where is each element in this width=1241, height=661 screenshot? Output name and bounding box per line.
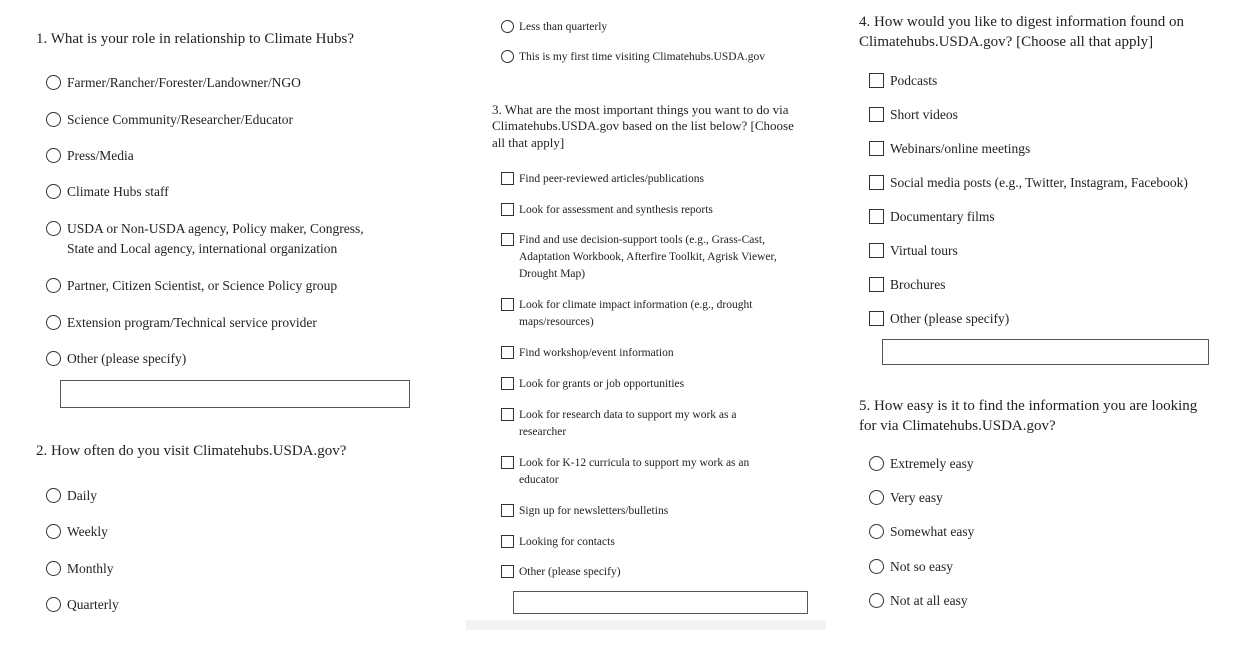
q3-option-other[interactable] [501,564,801,581]
q3-option-contacts[interactable] [501,534,801,551]
option-label: Virtual tours [890,243,958,258]
radio-button[interactable] [869,456,884,471]
option-label: This is my first time visiting Climatehubs.USDA.gov [519,51,765,63]
q2-option-first-time[interactable] [501,49,821,66]
option-label: Looking for contacts [519,536,615,548]
q5-option-not-so-easy[interactable] [869,557,1169,577]
question-1-title: 1. What is your role in relationship to Climate Hubs? [36,31,355,47]
option-label: Extension program/Technical service provider [67,315,317,330]
q1-option-staff[interactable] [46,182,376,202]
panel-edge [466,620,826,630]
radio-button[interactable] [46,75,61,90]
option-label: Podcasts [890,73,938,88]
q3-option-grants[interactable] [501,376,801,393]
option-label: Find peer-reviewed articles/publications [519,173,704,185]
q4-option-documentary[interactable] [869,207,1199,227]
radio-button[interactable] [46,351,61,366]
question-2-title: 2. How often do you visit Climatehubs.USDA.gov? [36,443,347,459]
option-label: Brochures [890,277,946,292]
option-label: Press/Media [67,148,134,163]
q1-option-agency[interactable] [46,219,376,259]
q2-option-monthly[interactable] [46,559,346,579]
q4-other-input[interactable] [882,339,1209,365]
radio-button[interactable] [46,561,61,576]
q4-option-virtual-tours[interactable] [869,241,1199,261]
q1-other-input[interactable] [60,380,410,408]
option-label: Not so easy [890,559,953,574]
checkbox[interactable] [501,346,514,359]
option-label: Climate Hubs staff [67,184,169,199]
radio-button[interactable] [869,490,884,505]
option-label: Look for assessment and synthesis reports [519,204,713,216]
checkbox[interactable] [869,209,884,224]
option-label: Look for K-12 curricula to support my work as an educator [519,457,750,486]
checkbox[interactable] [869,311,884,326]
radio-button[interactable] [501,50,514,63]
q4-option-podcasts[interactable] [869,71,1199,91]
q5-option-very-easy[interactable] [869,488,1169,508]
radio-button[interactable] [501,20,514,33]
q1-option-partner[interactable] [46,276,376,296]
option-label: Not at all easy [890,593,968,608]
q3-option-decision-tools[interactable] [501,232,781,283]
checkbox[interactable] [869,107,884,122]
q4-option-brochures[interactable] [869,275,1199,295]
q5-option-not-at-all-easy[interactable] [869,591,1169,611]
radio-button[interactable] [869,593,884,608]
q4-option-social-media[interactable] [869,173,1209,193]
checkbox[interactable] [869,73,884,88]
radio-button[interactable] [46,148,61,163]
checkbox[interactable] [501,377,514,390]
radio-button[interactable] [46,597,61,612]
checkbox[interactable] [501,298,514,311]
checkbox[interactable] [869,141,884,156]
q1-option-farmer[interactable] [46,73,376,93]
option-label: Extremely easy [890,456,974,471]
option-label: Look for climate impact information (e.g., drought maps/resources) [519,299,753,328]
option-label: Other (please specify) [519,566,621,578]
checkbox[interactable] [501,504,514,517]
q2-option-daily[interactable] [46,486,346,506]
q5-option-extremely-easy[interactable] [869,454,1169,474]
q4-option-webinars[interactable] [869,139,1199,159]
q1-option-extension[interactable] [46,313,376,333]
q4-option-short-videos[interactable] [869,105,1199,125]
question-5-title: 5. How easy is it to find the information you are looking for via Climatehubs.USDA.gov? [859,398,1198,434]
option-label: Sign up for newsletters/bulletins [519,505,669,517]
q3-option-k12[interactable] [501,455,761,489]
option-label: Documentary films [890,209,995,224]
question-3-title: 3. What are the most important things you want to do via Climatehubs.USDA.gov based on the list below? [Choose all that apply] [492,102,794,150]
option-label: Less than quarterly [519,21,608,33]
q2-option-quarterly[interactable] [46,595,346,615]
q3-option-workshop[interactable] [501,345,801,362]
q3-option-climate-impact[interactable] [501,297,761,331]
checkbox[interactable] [869,277,884,292]
radio-button[interactable] [869,559,884,574]
option-label: Quarterly [67,597,119,612]
q2-option-less-than-quarterly[interactable] [501,19,821,36]
option-label: Daily [67,488,97,503]
q1-option-science[interactable] [46,110,376,130]
q3-option-assessment[interactable] [501,202,801,219]
checkbox[interactable] [869,175,884,190]
option-label: Short videos [890,107,958,122]
radio-button[interactable] [46,112,61,127]
option-label: Find workshop/event information [519,347,674,359]
radio-button[interactable] [46,221,61,236]
radio-button[interactable] [46,315,61,330]
option-label: Science Community/Researcher/Educator [67,112,294,127]
checkbox[interactable] [501,408,514,421]
radio-button[interactable] [46,524,61,539]
q1-option-press[interactable] [46,146,376,166]
q3-other-input[interactable] [513,591,808,614]
option-label: Partner, Citizen Scientist, or Science Policy group [67,278,338,293]
q3-option-research-data[interactable] [501,407,751,441]
option-label: USDA or Non-USDA agency, Policy maker, Congress, State and Local agency, international organization [67,221,364,256]
checkbox[interactable] [501,565,514,578]
option-label: Other (please specify) [67,351,187,366]
checkbox[interactable] [869,243,884,258]
q2-option-weekly[interactable] [46,522,346,542]
radio-button[interactable] [46,488,61,503]
checkbox[interactable] [501,172,514,185]
radio-button[interactable] [46,184,61,199]
option-label: Farmer/Rancher/Forester/Landowner/NGO [67,75,301,90]
q3-option-peer-reviewed[interactable] [501,171,801,188]
option-label: Social media posts (e.g., Twitter, Instagram, Facebook) [890,175,1188,190]
q1-option-other[interactable] [46,349,376,369]
checkbox[interactable] [501,456,514,469]
q3-option-newsletters[interactable] [501,503,801,520]
radio-button[interactable] [869,524,884,539]
checkbox[interactable] [501,535,514,548]
option-label: Look for grants or job opportunities [519,378,685,390]
q4-option-other[interactable] [869,309,1199,329]
option-label: Find and use decision-support tools (e.g., Grass-Cast, Adaptation Workbook, Afterfire Toolkit, Agrisk Viewer, Drought Map) [519,234,777,280]
option-label: Weekly [67,524,108,539]
option-label: Monthly [67,561,114,576]
option-label: Very easy [890,490,943,505]
q5-option-somewhat-easy[interactable] [869,522,1169,542]
checkbox[interactable] [501,203,514,216]
option-label: Look for research data to support my work as a researcher [519,409,737,438]
option-label: Other (please specify) [890,311,1010,326]
radio-button[interactable] [46,278,61,293]
option-label: Somewhat easy [890,524,975,539]
checkbox[interactable] [501,233,514,246]
question-4-title: 4. How would you like to digest information found on Climatehubs.USDA.gov? [Choose all that apply] [859,14,1184,50]
option-label: Webinars/online meetings [890,141,1031,156]
